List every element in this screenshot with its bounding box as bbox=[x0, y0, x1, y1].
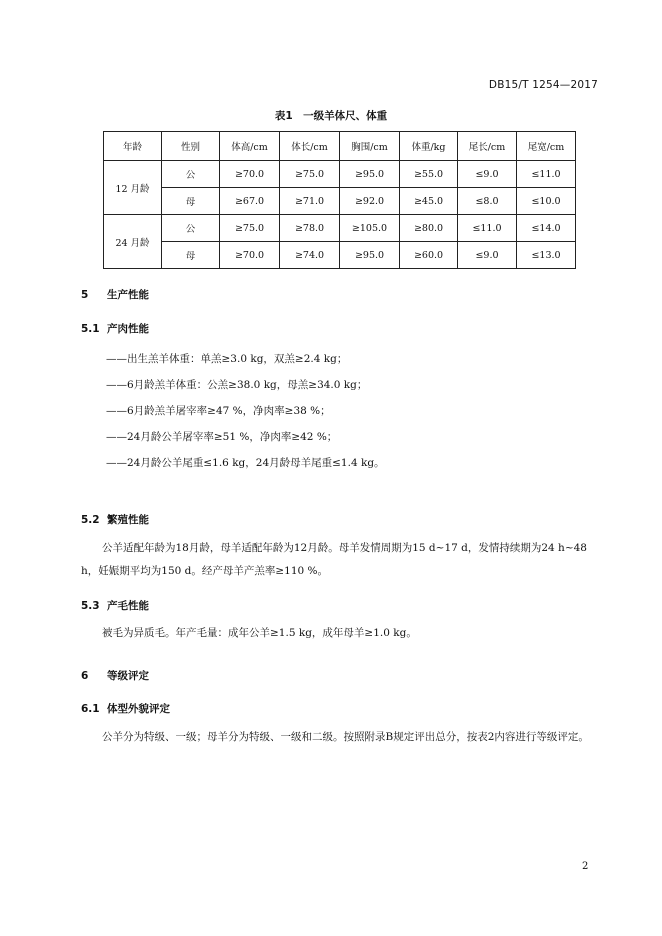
section-5-2-text: 公羊适配年龄为18月龄，母羊适配年龄为12月龄。母羊发情周期为15 d~17 d，发情持续期为24 h~48 h，妊娠期平均为150 d。经产母羊产羔率≥110 %。 bbox=[81, 542, 587, 577]
table-row bbox=[104, 188, 576, 215]
section-5-1-heading bbox=[81, 321, 149, 336]
column-header: 年龄 bbox=[104, 132, 162, 161]
list-item: ——24月龄公羊屠宰率≥51 %，净肉率≥42 %； bbox=[106, 431, 338, 443]
length-cell: ≥75.0 bbox=[280, 161, 340, 188]
age-cell: 24 月龄 bbox=[104, 215, 162, 269]
section-5-3-text: 被毛为异质毛。年产毛量：成年公羊≥1.5 kg，成年母羊≥1.0 kg。 bbox=[102, 627, 417, 639]
column-header: 体高/cm bbox=[220, 132, 280, 161]
section-title: 体型外貌评定 bbox=[107, 703, 170, 715]
column-header: 尾长/cm bbox=[458, 132, 517, 161]
section-title: 产肉性能 bbox=[107, 323, 149, 335]
column-header: 体长/cm bbox=[280, 132, 340, 161]
tail-width-cell: ≤11.0 bbox=[517, 161, 576, 188]
section-5-3-heading bbox=[81, 598, 149, 613]
list-item: ——24月龄公羊尾重≤1.6 kg，24月龄母羊尾重≤1.4 kg。 bbox=[106, 457, 385, 469]
tail-width-cell: ≤14.0 bbox=[517, 215, 576, 242]
section-title: 生产性能 bbox=[107, 289, 149, 301]
list-item: ——6月龄羔羊体重：公羔≥38.0 kg，母羔≥34.0 kg； bbox=[106, 379, 368, 391]
section-number: 5.1 bbox=[81, 323, 100, 335]
section-6-1-text: 公羊分为特级、一级；母羊分为特级、一级和二级。按照附录B规定评出总分，按表2内容进行等级评定。 bbox=[102, 731, 589, 743]
tail-width-cell: ≤10.0 bbox=[517, 188, 576, 215]
section-6-1-heading bbox=[81, 701, 170, 716]
height-cell: ≥70.0 bbox=[220, 161, 280, 188]
list-item: ——出生羔羊体重：单羔≥3.0 kg，双羔≥2.4 kg； bbox=[106, 353, 348, 365]
height-cell: ≥75.0 bbox=[220, 215, 280, 242]
weight-cell: ≥60.0 bbox=[400, 242, 458, 269]
sex-cell: 母 bbox=[162, 242, 220, 269]
sex-cell: 公 bbox=[162, 161, 220, 188]
weight-cell: ≥55.0 bbox=[400, 161, 458, 188]
section-number: 6.1 bbox=[81, 703, 100, 715]
length-cell: ≥78.0 bbox=[280, 215, 340, 242]
section-number: 5 bbox=[81, 289, 89, 301]
sheep-size-weight-table bbox=[103, 131, 576, 269]
column-header: 体重/kg bbox=[400, 132, 458, 161]
tail-length-cell: ≤9.0 bbox=[458, 161, 517, 188]
section-title: 产毛性能 bbox=[107, 600, 149, 612]
tail-length-cell: ≤9.0 bbox=[458, 242, 517, 269]
table-header-row bbox=[104, 132, 576, 161]
section-number: 6 bbox=[81, 670, 89, 682]
table-row bbox=[104, 242, 576, 269]
column-header: 胸围/cm bbox=[340, 132, 400, 161]
sex-cell: 公 bbox=[162, 215, 220, 242]
table-row bbox=[104, 161, 576, 188]
length-cell: ≥74.0 bbox=[280, 242, 340, 269]
column-header: 性别 bbox=[162, 132, 220, 161]
length-cell: ≥71.0 bbox=[280, 188, 340, 215]
table-row bbox=[104, 215, 576, 242]
list-item: ——6月龄羔羊屠宰率≥47 %，净肉率≥38 %； bbox=[106, 405, 331, 417]
height-cell: ≥70.0 bbox=[220, 242, 280, 269]
section-5-heading bbox=[81, 287, 149, 302]
chest-cell: ≥95.0 bbox=[340, 242, 400, 269]
section-number: 5.3 bbox=[81, 600, 100, 612]
chest-cell: ≥92.0 bbox=[340, 188, 400, 215]
tail-length-cell: ≤8.0 bbox=[458, 188, 517, 215]
section-title: 繁殖性能 bbox=[107, 514, 149, 526]
sex-cell: 母 bbox=[162, 188, 220, 215]
tail-width-cell: ≤13.0 bbox=[517, 242, 576, 269]
section-title: 等级评定 bbox=[107, 670, 149, 682]
section-6-heading bbox=[81, 668, 149, 683]
section-5-2-heading bbox=[81, 512, 149, 527]
table-title: 表1 一级羊体尺、体重 bbox=[274, 110, 388, 122]
age-cell: 12 月龄 bbox=[104, 161, 162, 215]
height-cell: ≥67.0 bbox=[220, 188, 280, 215]
standard-code: DB15/T 1254—2017 bbox=[488, 79, 598, 91]
section-number: 5.2 bbox=[81, 514, 100, 526]
weight-cell: ≥45.0 bbox=[400, 188, 458, 215]
chest-cell: ≥105.0 bbox=[340, 215, 400, 242]
page-number: 2 bbox=[582, 861, 589, 872]
tail-length-cell: ≤11.0 bbox=[458, 215, 517, 242]
column-header: 尾宽/cm bbox=[517, 132, 576, 161]
weight-cell: ≥80.0 bbox=[400, 215, 458, 242]
chest-cell: ≥95.0 bbox=[340, 161, 400, 188]
